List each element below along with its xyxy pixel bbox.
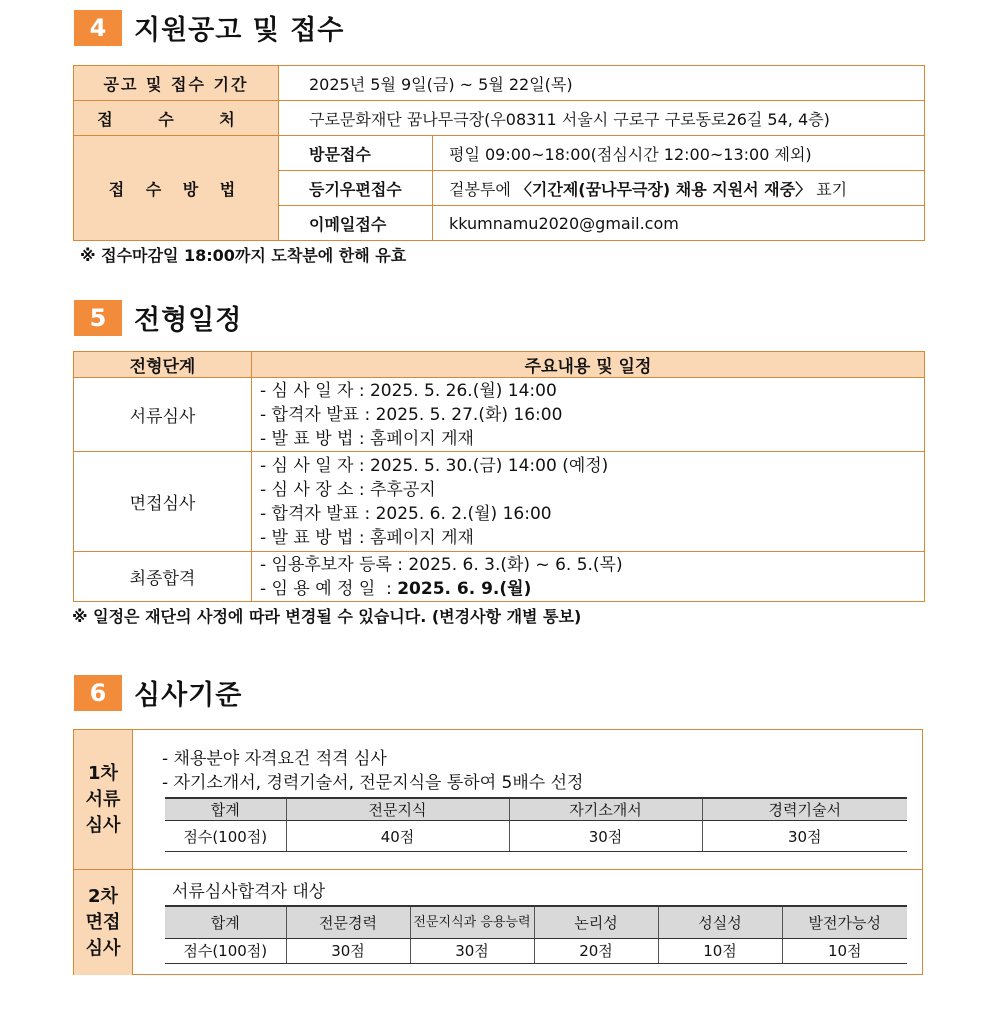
table-row: [74, 378, 925, 452]
table-header-row: [165, 798, 907, 821]
method-email-value: kkumnamu2020@gmail.com: [433, 206, 925, 241]
score-cell: 30점: [702, 821, 907, 852]
detail-line: - 심 사 일 자 : 2025. 5. 26.(월) 14:00: [260, 380, 557, 401]
table-row: [74, 136, 925, 171]
stage2-score-table: [165, 905, 907, 964]
section-5-heading: [74, 298, 242, 337]
score-cell: 40점: [286, 821, 509, 852]
section-number: 4: [74, 10, 122, 46]
detail-line: - 심 사 일 자 : 2025. 5. 30.(금) 14:00 (예정): [260, 455, 609, 476]
score-header: 합계: [165, 906, 286, 938]
deadline-note: ※ 접수마감일 18:00까지 도착분에 한해 유효: [80, 246, 407, 265]
detail-line-pre: - 임 용 예 정 일 :: [260, 578, 398, 599]
detail-line: - 발 표 방 법 : 홈페이지 게재: [260, 527, 474, 548]
detail-line: - 합격자 발표 : 2025. 5. 27.(화) 16:00: [260, 404, 563, 425]
stage-details: [252, 452, 925, 552]
place-label: 접 수 처: [74, 101, 279, 136]
score-header: 성실성: [658, 906, 782, 938]
criteria-bullet: - 자기소개서, 경력기술서, 전문지식을 통하여 5배수 선정: [162, 773, 584, 793]
mail-value-post: 표기: [811, 179, 848, 199]
section-title: 지원공고 및 접수: [134, 15, 345, 46]
stage-name: 면접심사: [74, 452, 252, 552]
score-header: 발전가능성: [782, 906, 907, 938]
score-header: 전문지식과 응용능력: [410, 906, 534, 938]
section-4-heading: [74, 8, 344, 47]
place-value: 구로문화재단 꿈나무극장(우08311 서울시 구로구 구로동로26길 54, 4층): [279, 101, 925, 136]
criteria-box: [73, 729, 923, 975]
stage-details: [252, 378, 925, 452]
method-mail-label: 등기우편접수: [279, 171, 433, 206]
detail-line: - 합격자 발표 : 2025. 6. 2.(월) 16:00: [260, 503, 552, 524]
section-number: 5: [74, 300, 122, 336]
criteria-bullet: - 채용분야 자격요건 적격 심사: [162, 749, 387, 769]
score-header: 전문지식: [286, 798, 509, 821]
score-cell: 30점: [410, 938, 534, 963]
section-title: 심사기준: [134, 680, 243, 711]
score-cell: 10점: [782, 938, 907, 963]
score-cell: 점수(100점): [165, 821, 286, 852]
table-header-row: [74, 352, 925, 378]
stage2-label: [74, 870, 133, 975]
stage-label-line: 면접: [85, 911, 121, 933]
method-visit-label: 방문접수: [279, 136, 433, 171]
column-header: 주요내용 및 일정: [252, 352, 925, 378]
stage-name: 서류심사: [74, 378, 252, 452]
section-title: 전형일정: [134, 305, 243, 336]
table-row: [74, 101, 925, 136]
appointment-date: 2025. 6. 9.(월): [397, 578, 532, 599]
stage2-intro: 서류심사합격자 대상: [172, 882, 326, 902]
detail-line: [260, 577, 924, 601]
schedule-table: [73, 351, 925, 602]
stage-label-line: 1차: [88, 762, 118, 784]
score-cell: 점수(100점): [165, 938, 286, 963]
column-header: 전형단계: [74, 352, 252, 378]
score-cell: 30점: [286, 938, 410, 963]
mail-value-pre: 겉봉투에: [449, 179, 516, 199]
table-row: [165, 821, 907, 852]
section-number: 6: [74, 675, 122, 711]
score-cell: 30점: [509, 821, 702, 852]
method-email-label: 이메일접수: [279, 206, 433, 241]
stage-label-line: 2차: [88, 885, 118, 907]
table-row: [74, 552, 925, 602]
period-value: 2025년 5월 9일(금) ~ 5월 22일(목): [279, 66, 925, 101]
stage-label-line: 심사: [85, 937, 121, 959]
divider: [74, 869, 922, 870]
score-cell: 10점: [658, 938, 782, 963]
table-row: [74, 452, 925, 552]
method-mail-value: [433, 171, 925, 206]
stage-name: 최종합격: [74, 552, 252, 602]
table-row: [74, 66, 925, 101]
score-header: 경력기술서: [702, 798, 907, 821]
score-header: 전문경력: [286, 906, 410, 938]
schedule-note: ※ 일정은 재단의 사정에 따라 변경될 수 있습니다. (변경사항 개별 통보): [72, 607, 582, 626]
method-visit-value: 평일 09:00~18:00(점심시간 12:00~13:00 제외): [433, 136, 925, 171]
detail-line: - 심 사 장 소 : 추후공지: [260, 479, 436, 500]
stage-label-line: 서류: [85, 788, 121, 810]
score-cell: 20점: [534, 938, 658, 963]
score-header: 자기소개서: [509, 798, 702, 821]
stage1-label: [74, 730, 133, 869]
application-table: [73, 65, 925, 241]
table-row: [165, 938, 907, 963]
period-label: 공고 및 접수 기간: [74, 66, 279, 101]
detail-line: - 임용후보자 등록 : 2025. 6. 3.(화) ~ 6. 5.(목): [260, 554, 623, 575]
detail-line: - 발 표 방 법 : 홈페이지 게재: [260, 428, 474, 449]
score-header: 합계: [165, 798, 286, 821]
table-header-row: [165, 906, 907, 938]
mail-value-bold: 〈기간제(꿈나무극장) 채용 지원서 재중〉: [515, 179, 812, 199]
method-label: 접 수 방 법: [74, 136, 279, 241]
score-header: 논리성: [534, 906, 658, 938]
stage-details: [252, 552, 925, 602]
section-6-heading: [74, 673, 242, 712]
stage1-score-table: [165, 797, 907, 852]
stage-label-line: 심사: [85, 814, 121, 836]
